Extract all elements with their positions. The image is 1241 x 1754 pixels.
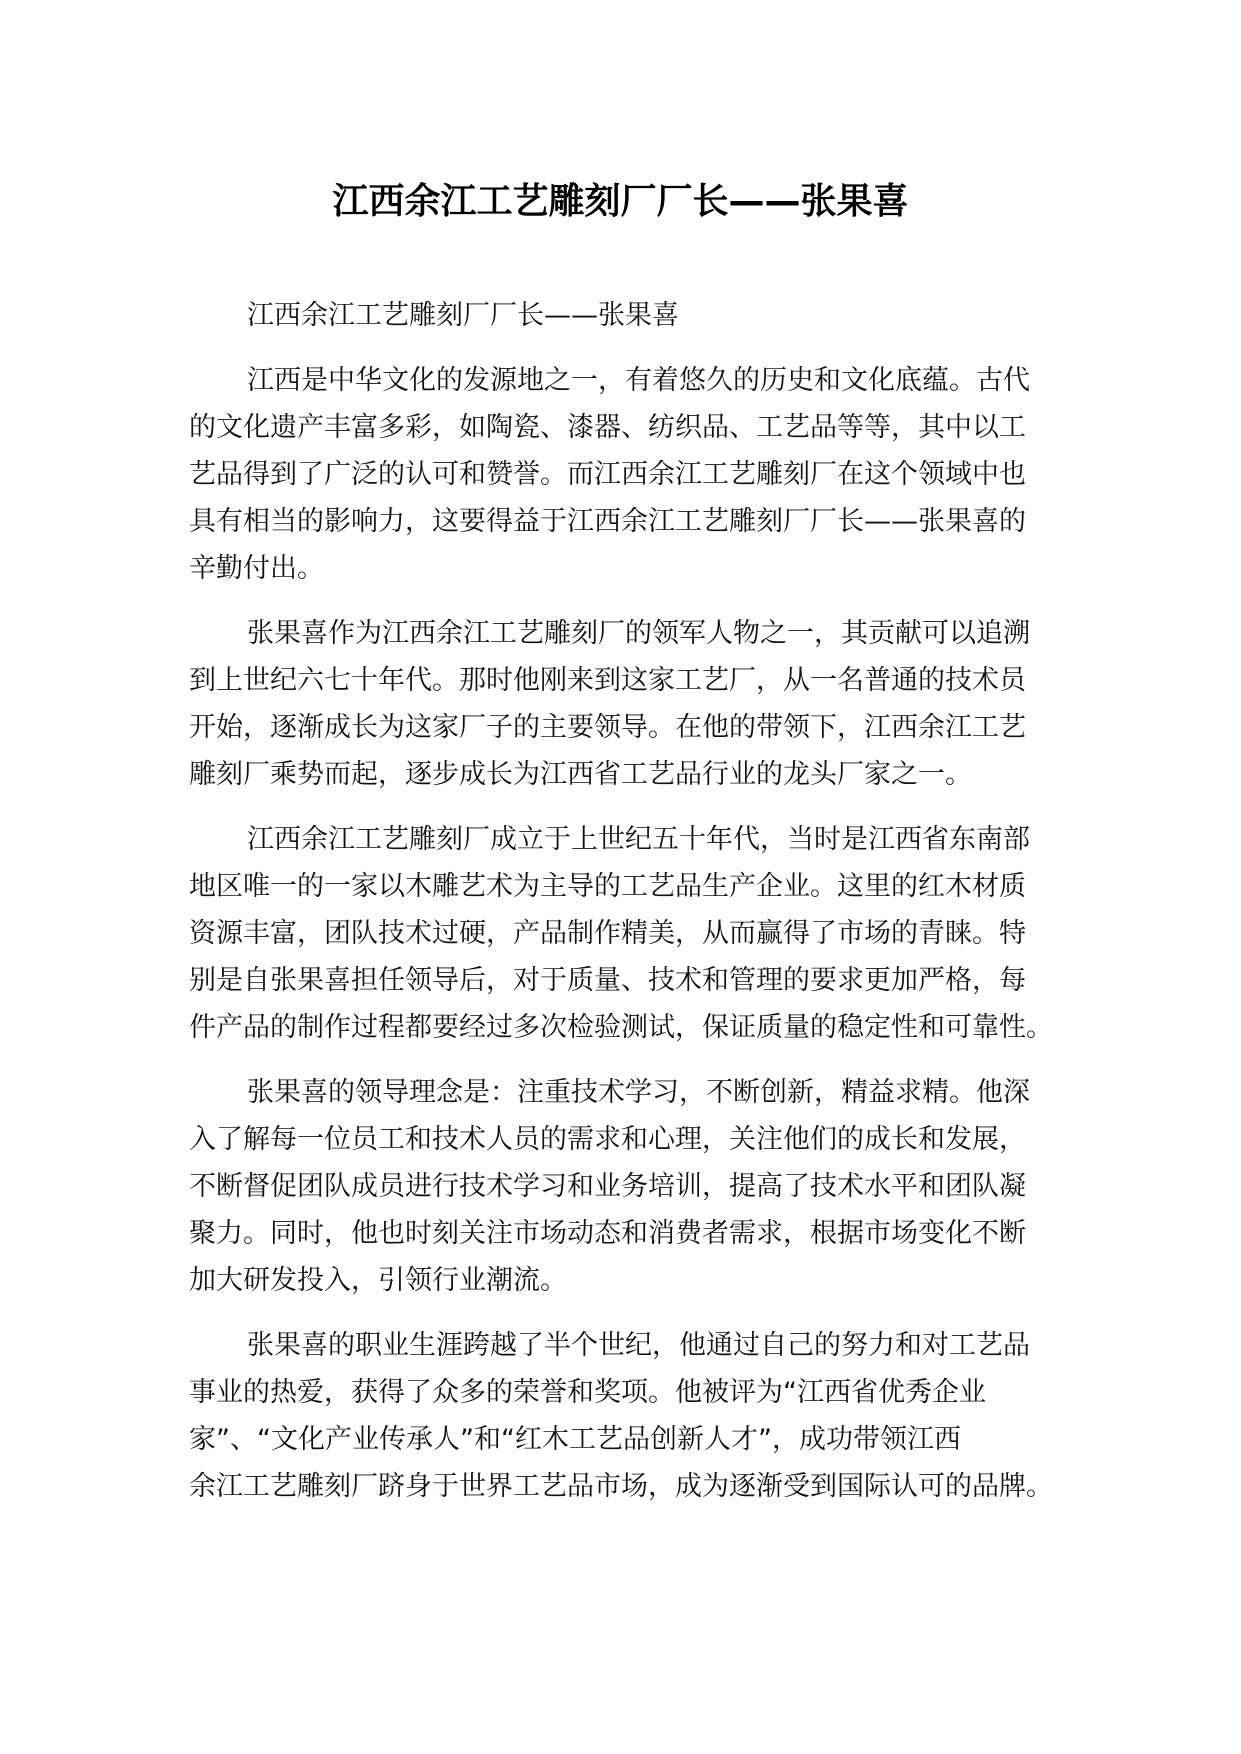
text-line: 张果喜的领导理念是：注重技术学习，不断创新，精益求精。他深: [247, 1077, 1030, 1108]
text-line: 开始，逐渐成长为这家厂子的主要领导。在他的带领下，江西余江工艺: [189, 712, 1026, 743]
text-line: 资源丰富，团队技术过硬，产品制作精美，从而赢得了市场的青睐。特: [189, 918, 1026, 949]
paragraph-factory-history: [189, 816, 1189, 1051]
text-line: 江西是中华文化的发源地之一，有着悠久的历史和文化底蕴。古代: [247, 365, 1030, 396]
text-line: 雕刻厂乘势而起，逐步成长为江西省工艺品行业的龙头厂家之一。: [189, 759, 972, 790]
text-line: 艺品得到了广泛的认可和赞誉。而江西余江工艺雕刻厂在这个领域中也: [189, 459, 1026, 490]
text-line: 事业的热爱，获得了众多的荣誉和奖项。他被评为“江西省优秀企业: [189, 1377, 986, 1408]
text-line: 地区唯一的一家以木雕艺术为主导的工艺品生产企业。这里的红木材质: [189, 871, 1026, 902]
text-line: 具有相当的影响力，这要得益于江西余江工艺雕刻厂厂长——张果喜的: [189, 506, 1026, 537]
text-line: 辛勤付出。: [189, 553, 324, 584]
text-line: 江西余江工艺雕刻厂厂长——张果喜: [247, 300, 679, 331]
text-line: 江西余江工艺雕刻厂成立于上世纪五十年代，当时是江西省东南部: [247, 824, 1030, 855]
document-body: [189, 292, 1189, 1528]
text-line: 的文化遗产丰富多彩，如陶瓷、漆器、纺织品、工艺品等等，其中以工: [189, 412, 1026, 443]
text-line: 张果喜作为江西余江工艺雕刻厂的领军人物之一，其贡献可以追溯: [247, 618, 1030, 649]
text-line: 加大研发投入，引领行业潮流。: [189, 1265, 567, 1296]
text-line: 不断督促团队成员进行技术学习和业务培训，提高了技术水平和团队凝: [189, 1171, 1026, 1202]
text-line: 家”、“文化产业传承人”和“红木工艺品创新人才”，成功带领江西: [189, 1424, 961, 1455]
text-line: 聚力。同时，他也时刻关注市场动态和消费者需求，根据市场变化不断: [189, 1218, 1026, 1249]
text-line: 入了解每一位员工和技术人员的需求和心理，关注他们的成长和发展，: [189, 1124, 1026, 1155]
paragraph-honors: [189, 1322, 1189, 1510]
text-line: 件产品的制作过程都要经过多次检验测试，保证质量的稳定性和可靠性。: [189, 1012, 1053, 1043]
paragraph-career-start: [189, 610, 1189, 798]
paragraph-leadership: [189, 1069, 1189, 1304]
text-line: 余江工艺雕刻厂跻身于世界工艺品市场，成为逐渐受到国际认可的品牌。: [189, 1471, 1053, 1502]
text-line: 到上世纪六七十年代。那时他刚来到这家工艺厂，从一名普通的技术员: [189, 665, 1026, 696]
paragraph-intro: [189, 357, 1189, 592]
text-line: 别是自张果喜担任领导后，对于质量、技术和管理的要求更加严格，每: [189, 965, 1026, 996]
text-line: 张果喜的职业生涯跨越了半个世纪，他通过自己的努力和对工艺品: [247, 1330, 1030, 1361]
page-title: 江西余江工艺雕刻厂厂长——张果喜: [332, 181, 909, 222]
paragraph-subtitle: [189, 292, 1189, 339]
